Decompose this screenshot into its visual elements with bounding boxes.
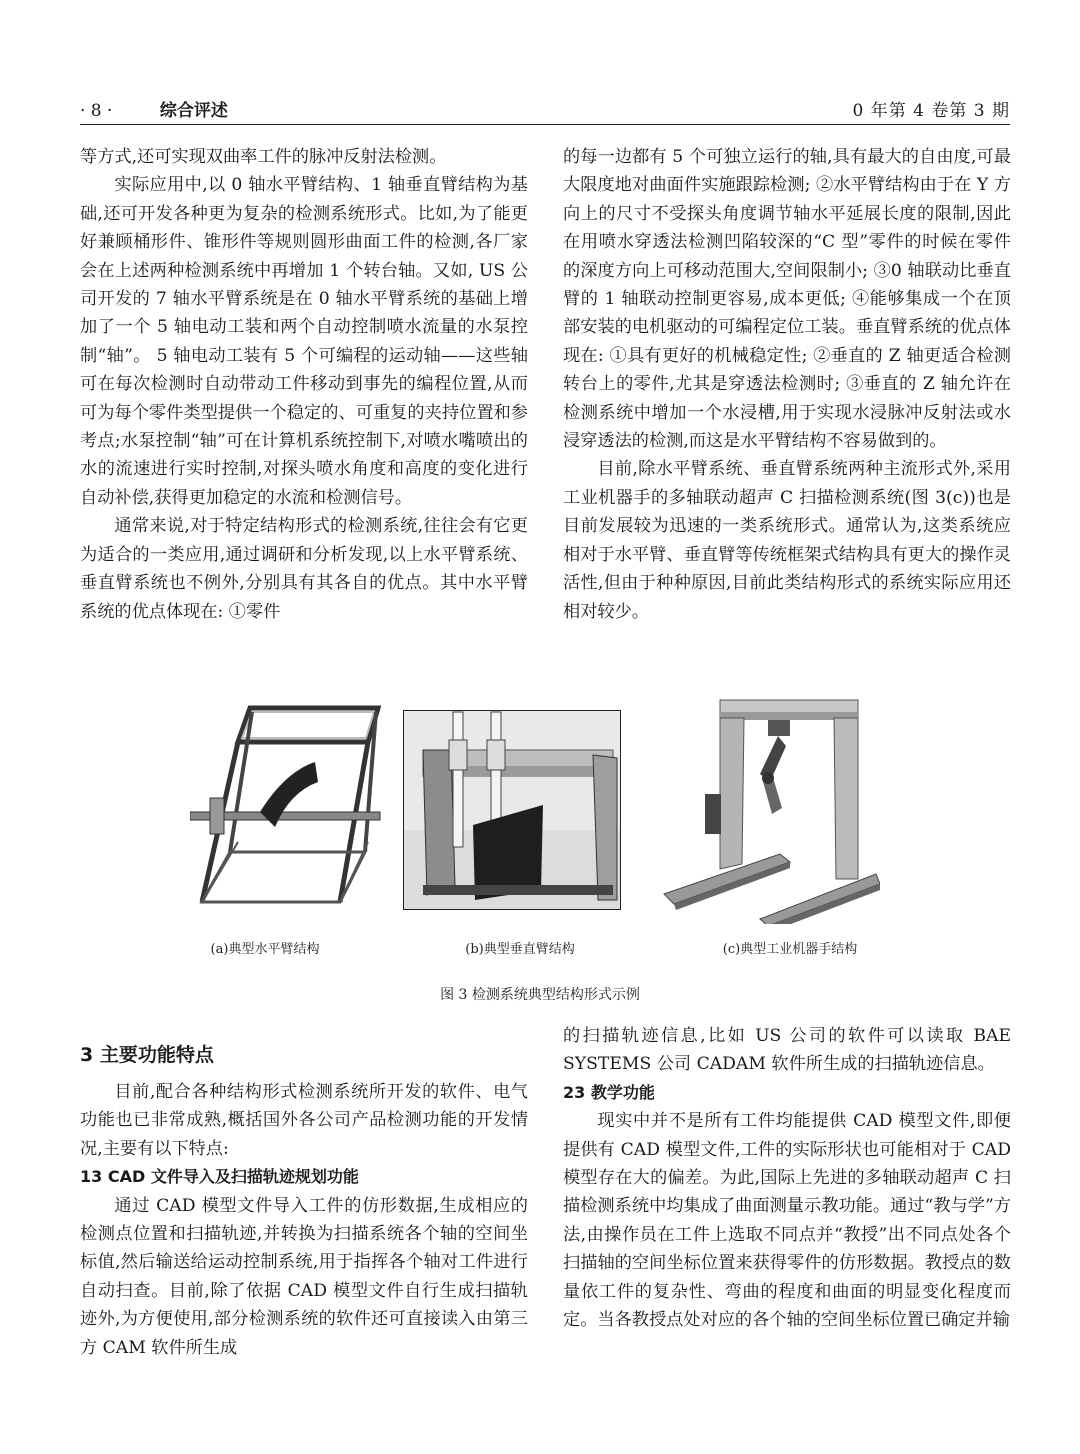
horizontal-arm-illustration <box>190 702 385 912</box>
caption-c: (c)典型工业机器手结构 <box>722 942 858 957</box>
robot-arm-illustration <box>660 694 880 924</box>
top-right-column <box>563 143 1011 626</box>
paragraph: 现实中并不是所有工件均能提供 CAD 模型文件,即便提供有 CAD 模型文件,工件的实际形状也可能相对于 CAD 模型存在大的偏差。为此,国际上先进的多轴联动超声 C 扫描检测系统中均集成了曲面测量示教功能。通过“教与学”方法,由操作员在工件上选取不同点并“教授”出不同点处各个扫描轴的空间坐标位置来获得零件的仿形数据。教授点的数量依工件的复杂性、弯曲的程度和曲面的明显变化程度而定。当各教授点处对应的各个轴的空间坐标位置已确定并输 <box>563 1111 1011 1331</box>
paragraph: 通过 CAD 模型文件导入工件的仿形数据,生成相应的检测点位置和扫描轨迹,并转换为扫描系统各个轴的空间坐标值,然后输送给运动控制系统,用于指挥各个轴对工件进行自动扫查。目前,除了依据 CAD 模型文件自行生成扫描轨迹外,为方便使用,部分检测系统的软件还可直接读入由第三方 CAM 软件所生成 <box>80 1195 528 1358</box>
caption-a: (a)典型水平臂结构 <box>210 942 320 957</box>
running-header <box>80 92 1010 125</box>
paragraph: 目前,除水平臂系统、垂直臂系统两种主流形式外,采用工业机器手的多轴联动超声 C 扫描检测系统(图 3(c))也是目前发展较为迅速的一类系统形式。通常认为,这类系统应相对于水平臂、垂直臂等传统框架式结构具有更大的操作灵活性,但由于种种原因,目前此类结构形式的系统实际应用还相对较少。 <box>563 459 1011 622</box>
section-name: 综合评述 <box>159 101 228 121</box>
bottom-left-column <box>80 1036 528 1362</box>
issue-info: 0 年第 4 卷第 3 期 <box>852 101 1010 121</box>
figure-title: 图 3 检测系统典型结构形式示例 <box>440 987 640 1003</box>
figure-panel-b <box>403 710 621 910</box>
top-left-column <box>80 143 528 626</box>
subsection-heading: 23 教学功能 <box>563 1082 655 1102</box>
paragraph: 目前,配合各种结构形式检测系统所开发的软件、电气功能也已非常成熟,概括国外各公司产品检测功能的开发情况,主要有以下特点: <box>80 1082 528 1159</box>
paragraph: 等方式,还可实现双曲率工件的脉冲反射法检测。 <box>80 147 447 167</box>
section-heading: 3 主要功能特点 <box>80 1044 214 1066</box>
vertical-arm-illustration <box>403 710 621 910</box>
page-number: · 8 · <box>80 101 113 121</box>
paragraph: 实际应用中,以 0 轴水平臂结构、1 轴垂直臂结构为基础,还可开发各种更为复杂的检测系统形式。比如,为了能更好兼顾桶形件、锥形件等规则圆形曲面工件的检测,各厂家会在上述两种检测系统中再增加 1 个转台轴。又如, US 公司开发的 7 轴水平臂系统是在 0 轴水平臂系统的基础上增加了一个 5 轴电动工装和两个自动控制喷水流量的水泵控制“轴”。 5 轴电动工装有 5 个可编程的运动轴——这些轴可在每次检测时自动带动工件移动到事先的编程位置,从而可为每个零件类型提供一个稳定的、可重复的夹持位置和参考点;水泵控制“轴”可在计算机系统控制下,对喷水嘴喷出的水的流速进行实时控制,对探头喷水角度和高度的变化进行自动补偿,获得更加稳定的水流和检测信号。 <box>80 175 528 508</box>
header-left <box>80 96 228 121</box>
caption-b: (b)典型垂直臂结构 <box>465 942 575 957</box>
bottom-right-column <box>563 1022 1011 1334</box>
figure-panel-a <box>190 702 385 912</box>
subsection-heading: 13 CAD 文件导入及扫描轨迹规划功能 <box>80 1167 359 1187</box>
figure-panel-c <box>660 694 880 924</box>
paragraph: 的每一边都有 5 个可独立运行的轴,具有最大的自由度,可最大限度地对曲面件实施跟踪检测; ②水平臂结构由于在 Y 方向上的尺寸不受探头角度调节轴水平延展长度的限制,因此在用喷水穿透法检测凹陷较深的“C 型”零件的时候在零件的深度方向上可移动范围大,空间限制小; ③0 轴联动比垂直臂的 1 轴联动控制更容易,成本更低; ④能够集成一个在顶部安装的电机驱动的可编程定位工装。垂直臂系统的优点体现在: ①具有更好的机械稳定性; ②垂直的 Z 轴更适合检测转台上的零件,尤其是穿透法检测时; ③垂直的 Z 轴允许在检测系统中增加一个水浸槽,用于实现水浸脉冲反射法或水浸穿透法的检测,而这是水平臂结构不容易做到的。 <box>563 147 1011 452</box>
paragraph: 通常来说,对于特定结构形式的检测系统,往往会有它更为适合的一类应用,通过调研和分析发现,以上水平臂系统、垂直臂系统也不例外,分别具有其各自的优点。其中水平臂系统的优点体现在: ①零件 <box>80 516 528 622</box>
paragraph: 的扫描轨迹信息,比如 US 公司的软件可以读取 BAE SYSTEMS 公司 CADAM 软件所生成的扫描轨迹信息。 <box>563 1026 1011 1075</box>
figure-3 <box>0 690 1080 1010</box>
